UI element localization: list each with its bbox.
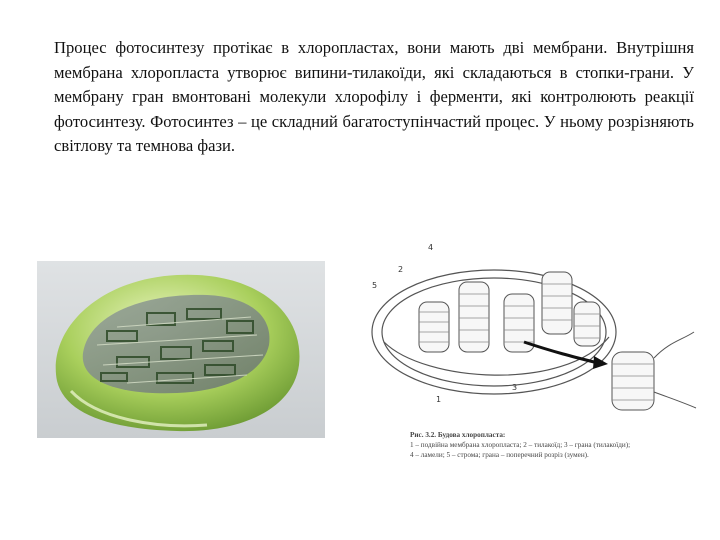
diagram-label-5: 5 (372, 281, 378, 290)
chloroplast-diagram (364, 232, 704, 427)
diagram-label-3: 3 (512, 383, 518, 392)
diagram-label-4: 4 (428, 243, 434, 252)
caption-line-2: 4 – ламели; 5 – строма; грана – поперечний розріз (зумен). (410, 451, 589, 459)
chloroplast-photo (37, 261, 325, 438)
figure-caption (410, 430, 710, 460)
caption-title: Рис. 3.2. Будова хлоропласта: (410, 431, 506, 439)
caption-line-1: 1 – подвійна мембрана хлоропласта; 2 – тилакоїд; 3 – грана (тилакоїди); (410, 441, 631, 449)
diagram-label-1: 1 (436, 395, 442, 404)
body-paragraph: Процес фотосинтезу протікає в хлоропластах, вони мають дві мембрани. Внутрішня мембрана хлоропласта утворює випини-тилакоїди, які складаються в стопки-грани. У мембрану гран вмонтовані молекули хлорофілу і ферменти, які контролюють реакції фотосинтезу. Фотосинтез – це складний багатоступінчастий процес. У ньому розрізняють світлову та темнова фази. (54, 38, 694, 156)
diagram-label-2: 2 (398, 265, 404, 274)
